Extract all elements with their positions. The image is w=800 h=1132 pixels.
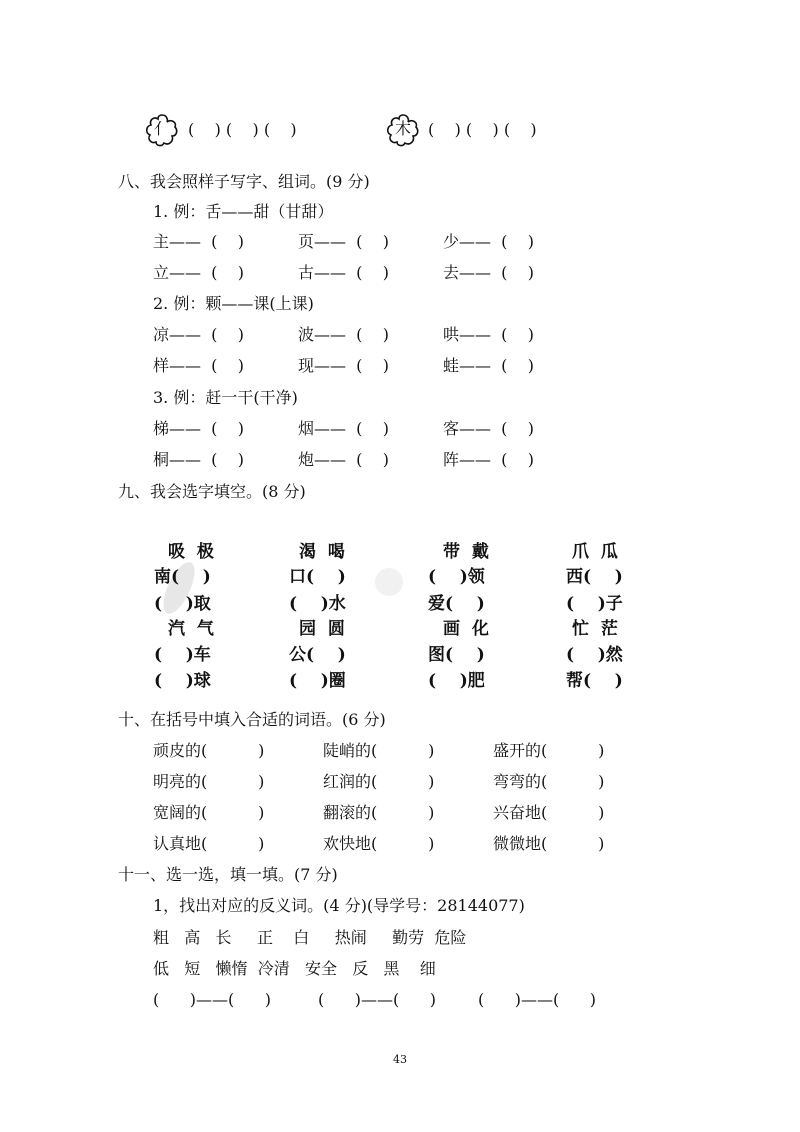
s8-cell[interactable]: 桐—— ( ) <box>153 450 245 469</box>
scan-smudge <box>375 568 403 596</box>
s8-cell[interactable]: 现—— ( ) <box>298 356 390 375</box>
s8-cell[interactable]: 少—— ( ) <box>443 232 535 251</box>
s9-blank[interactable]: 口( ) <box>289 567 346 587</box>
s8-cell[interactable]: 样—— ( ) <box>153 356 245 375</box>
section10-title: 十、在括号中填入合适的词语。(6 分) <box>118 710 386 729</box>
s9-blank[interactable]: ( )圈 <box>289 671 346 691</box>
flower-blanks-1[interactable]: ( ) ( ) ( ) <box>188 120 297 139</box>
s8-cell[interactable]: 古—— ( ) <box>298 263 390 282</box>
s9-chars: 园 圆 <box>299 619 345 639</box>
antonym-pair[interactable]: ( )——( ) <box>153 990 271 1009</box>
antonym-words-row2: 低 短 懒惰 冷清 安全 反 黑 细 <box>153 959 436 978</box>
s9-chars: 吸 极 <box>168 542 214 562</box>
s10-cell[interactable]: 顽皮的( ) <box>153 741 265 760</box>
s9-blank[interactable]: 南( ) <box>154 567 211 587</box>
s9-blank[interactable]: ( )取 <box>154 594 211 614</box>
s10-cell[interactable]: 宽阔的( ) <box>153 803 265 822</box>
flower-blanks-2[interactable]: ( ) ( ) ( ) <box>428 120 537 139</box>
s9-chars: 带 戴 <box>443 542 489 562</box>
s8-cell[interactable]: 凉—— ( ) <box>153 325 245 344</box>
s9-blank[interactable]: 图( ) <box>428 645 485 665</box>
section8-title: 八、我会照样子写字、组词。(9 分) <box>118 172 370 191</box>
s8-cell[interactable]: 梯—— ( ) <box>153 419 245 438</box>
s9-blank[interactable]: ( )子 <box>566 594 623 614</box>
s10-cell[interactable]: 认真地( ) <box>153 834 265 853</box>
s8-cell[interactable]: 蛙—— ( ) <box>443 356 535 375</box>
section8-sub3: 3. 例：赶一干(干净) <box>153 388 298 407</box>
flower-char-2: 木 <box>394 119 411 138</box>
s9-blank[interactable]: ( )水 <box>289 594 346 614</box>
s9-blank[interactable]: ( )然 <box>566 645 623 665</box>
s9-blank[interactable]: 爱( ) <box>428 594 485 614</box>
s9-blank[interactable]: 公( ) <box>289 645 346 665</box>
s10-cell[interactable]: 兴奋地( ) <box>493 803 605 822</box>
s10-cell[interactable]: 红润的( ) <box>323 772 435 791</box>
s8-cell[interactable]: 主—— ( ) <box>153 232 245 251</box>
s8-cell[interactable]: 去—— ( ) <box>443 263 535 282</box>
s9-blank[interactable]: ( )领 <box>428 567 485 587</box>
s9-chars: 爪 瓜 <box>572 542 618 562</box>
s8-cell[interactable]: 立—— ( ) <box>153 263 245 282</box>
section8-sub1: 1. 例：舌——甜（甘甜） <box>153 202 334 221</box>
s9-blank[interactable]: 帮( ) <box>566 671 623 691</box>
s8-cell[interactable]: 客—— ( ) <box>443 419 535 438</box>
s8-cell[interactable]: 哄—— ( ) <box>443 325 535 344</box>
section11-title: 十一、选一选，填一填。(7 分) <box>118 865 338 884</box>
flower-icon-2 <box>385 112 421 148</box>
s8-cell[interactable]: 页—— ( ) <box>298 232 390 251</box>
flower-icon-1 <box>144 112 180 148</box>
s9-chars: 忙 茫 <box>572 619 618 639</box>
s10-cell[interactable]: 翻滚的( ) <box>323 803 435 822</box>
s9-chars: 画 化 <box>443 619 489 639</box>
s8-cell[interactable]: 烟—— ( ) <box>298 419 390 438</box>
s10-cell[interactable]: 陡峭的( ) <box>323 741 435 760</box>
s10-cell[interactable]: 欢快地( ) <box>323 834 435 853</box>
s9-blank[interactable]: ( )车 <box>154 645 211 665</box>
s9-blank[interactable]: 西( ) <box>566 567 623 587</box>
antonym-pair[interactable]: ( )——( ) <box>318 990 436 1009</box>
section9-title: 九、我会选字填空。(8 分) <box>118 482 306 501</box>
s9-chars: 渴 喝 <box>299 542 345 562</box>
s9-blank[interactable]: ( )肥 <box>428 671 485 691</box>
s10-cell[interactable]: 明亮的( ) <box>153 772 265 791</box>
s8-cell[interactable]: 波—— ( ) <box>298 325 390 344</box>
s8-cell[interactable]: 阵—— ( ) <box>443 450 535 469</box>
section8-sub2: 2. 例：颗——课(上课) <box>153 294 314 313</box>
s9-blank[interactable]: ( )球 <box>154 671 211 691</box>
s8-cell[interactable]: 炮—— ( ) <box>298 450 390 469</box>
s9-chars: 汽 气 <box>168 619 214 639</box>
flower-char-1: 亻 <box>153 119 170 138</box>
s10-cell[interactable]: 弯弯的( ) <box>493 772 605 791</box>
section11-sub1: 1，找出对应的反义词。(4 分)(导学号：28144077) <box>153 896 525 915</box>
page-number: 43 <box>393 1053 407 1066</box>
antonym-words-row1: 粗 高 长 正 白 热闹 勤劳 危险 <box>153 928 467 947</box>
s10-cell[interactable]: 微微地( ) <box>493 834 605 853</box>
s10-cell[interactable]: 盛开的( ) <box>493 741 605 760</box>
antonym-pair[interactable]: ( )——( ) <box>478 990 596 1009</box>
